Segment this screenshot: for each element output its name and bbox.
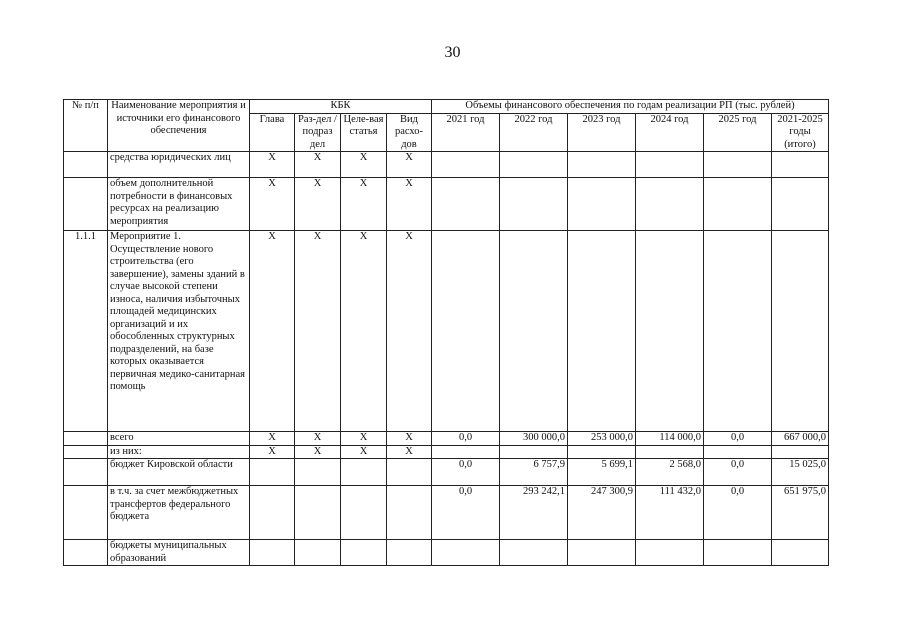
kbk-cell xyxy=(250,540,295,566)
year-col-header: 2021-2025 годы (итого) xyxy=(772,113,829,152)
value-cell: 651 975,0 xyxy=(772,486,829,540)
value-cell xyxy=(636,152,704,178)
table-row xyxy=(64,432,829,446)
value-cell: 0,0 xyxy=(704,432,772,446)
value-cell xyxy=(432,178,500,231)
value-cell xyxy=(636,178,704,231)
value-cell xyxy=(636,231,704,432)
value-cell xyxy=(704,445,772,459)
value-cell: 247 300,9 xyxy=(568,486,636,540)
value-cell xyxy=(432,445,500,459)
kbk-cell xyxy=(250,486,295,540)
value-cell xyxy=(432,231,500,432)
page-number: 30 xyxy=(444,44,461,61)
kbk-col-header: Вид расхо-дов xyxy=(387,113,432,152)
row-name-cell: Мероприятие 1. Осуществление нового строительства (его завершение), замены зданий в случае высокой степени износа, наличия избыточных площадей медицинских организаций и их обособленных структурных подразделений, на базе которых оказывается первичная медико-санитарная помощь xyxy=(108,231,250,432)
row-index-cell xyxy=(64,152,108,178)
table-row xyxy=(64,445,829,459)
row-index-cell xyxy=(64,432,108,446)
kbk-header: КБК xyxy=(250,100,432,114)
value-cell xyxy=(636,445,704,459)
value-cell: 0,0 xyxy=(704,459,772,486)
kbk-cell: X xyxy=(250,231,295,432)
value-cell xyxy=(568,445,636,459)
year-col-header: 2023 год xyxy=(568,113,636,152)
value-cell xyxy=(704,178,772,231)
value-cell xyxy=(772,152,829,178)
table-row xyxy=(64,459,829,486)
num-header: № п/п xyxy=(64,100,108,152)
value-cell xyxy=(568,178,636,231)
value-cell xyxy=(772,445,829,459)
row-name-cell: бюджеты муниципальных образований xyxy=(108,540,250,566)
value-cell xyxy=(772,231,829,432)
row-name-cell: объем дополнительной потребности в финансовых ресурсах на реализацию мероприятия xyxy=(108,178,250,231)
value-cell xyxy=(500,445,568,459)
kbk-cell: X xyxy=(341,152,387,178)
kbk-cell xyxy=(341,540,387,566)
kbk-cell xyxy=(387,540,432,566)
value-cell: 5 699,1 xyxy=(568,459,636,486)
row-index-cell xyxy=(64,540,108,566)
kbk-cell: X xyxy=(295,432,341,446)
kbk-cell xyxy=(387,486,432,540)
table-row xyxy=(64,152,829,178)
kbk-cell xyxy=(295,540,341,566)
kbk-cell xyxy=(341,486,387,540)
value-cell: 0,0 xyxy=(432,459,500,486)
kbk-cell: X xyxy=(387,445,432,459)
year-col-header: 2024 год xyxy=(636,113,704,152)
value-cell xyxy=(568,231,636,432)
kbk-cell: X xyxy=(250,445,295,459)
name-header: Наименование мероприятия и источники его финансового обеспечения xyxy=(108,100,250,152)
volumes-header: Объемы финансового обеспечения по годам реализации РП (тыс. рублей) xyxy=(432,100,829,114)
value-cell xyxy=(704,540,772,566)
value-cell xyxy=(772,178,829,231)
value-cell: 293 242,1 xyxy=(500,486,568,540)
value-cell: 0,0 xyxy=(704,486,772,540)
value-cell: 111 432,0 xyxy=(636,486,704,540)
value-cell: 114 000,0 xyxy=(636,432,704,446)
year-col-header: 2022 год xyxy=(500,113,568,152)
kbk-cell: X xyxy=(387,178,432,231)
kbk-col-header: Глава xyxy=(250,113,295,152)
value-cell: 15 025,0 xyxy=(772,459,829,486)
kbk-cell: X xyxy=(295,231,341,432)
kbk-col-header: Раз-дел / подраз дел xyxy=(295,113,341,152)
value-cell: 0,0 xyxy=(432,432,500,446)
value-cell: 667 000,0 xyxy=(772,432,829,446)
kbk-cell: X xyxy=(250,178,295,231)
value-cell xyxy=(500,178,568,231)
value-cell xyxy=(704,152,772,178)
value-cell xyxy=(500,231,568,432)
row-index-cell xyxy=(64,486,108,540)
row-index-cell: 1.1.1 xyxy=(64,231,108,432)
value-cell: 253 000,0 xyxy=(568,432,636,446)
kbk-cell: X xyxy=(387,152,432,178)
table-row xyxy=(64,540,829,566)
row-name-cell: средства юридических лиц xyxy=(108,152,250,178)
kbk-cell: X xyxy=(295,152,341,178)
header-row-1 xyxy=(64,100,829,114)
value-cell xyxy=(704,231,772,432)
kbk-col-header: Целе-вая статья xyxy=(341,113,387,152)
kbk-cell: X xyxy=(341,231,387,432)
kbk-cell: X xyxy=(341,445,387,459)
kbk-cell: X xyxy=(295,445,341,459)
value-cell xyxy=(772,540,829,566)
value-cell xyxy=(636,540,704,566)
kbk-cell xyxy=(295,459,341,486)
financing-table xyxy=(63,99,829,566)
value-cell: 300 000,0 xyxy=(500,432,568,446)
row-name-cell: в т.ч. за счет межбюджетных трансфертов федерального бюджета xyxy=(108,486,250,540)
kbk-cell: X xyxy=(250,152,295,178)
table-row xyxy=(64,231,829,432)
year-col-header: 2021 год xyxy=(432,113,500,152)
kbk-cell: X xyxy=(295,178,341,231)
row-name-cell: всего xyxy=(108,432,250,446)
kbk-cell: X xyxy=(341,178,387,231)
row-index-cell xyxy=(64,459,108,486)
value-cell: 6 757,9 xyxy=(500,459,568,486)
value-cell xyxy=(568,540,636,566)
value-cell: 0,0 xyxy=(432,486,500,540)
row-name-cell: бюджет Кировской области xyxy=(108,459,250,486)
kbk-cell xyxy=(387,459,432,486)
value-cell xyxy=(568,152,636,178)
kbk-cell xyxy=(341,459,387,486)
kbk-cell xyxy=(295,486,341,540)
value-cell xyxy=(500,152,568,178)
row-index-cell xyxy=(64,178,108,231)
value-cell xyxy=(432,152,500,178)
kbk-cell: X xyxy=(250,432,295,446)
row-name-cell: из них: xyxy=(108,445,250,459)
year-col-header: 2025 год xyxy=(704,113,772,152)
table-row xyxy=(64,486,829,540)
kbk-cell xyxy=(250,459,295,486)
table-row xyxy=(64,178,829,231)
value-cell xyxy=(432,540,500,566)
value-cell xyxy=(500,540,568,566)
value-cell: 2 568,0 xyxy=(636,459,704,486)
kbk-cell: X xyxy=(341,432,387,446)
kbk-cell: X xyxy=(387,231,432,432)
kbk-cell: X xyxy=(387,432,432,446)
row-index-cell xyxy=(64,445,108,459)
